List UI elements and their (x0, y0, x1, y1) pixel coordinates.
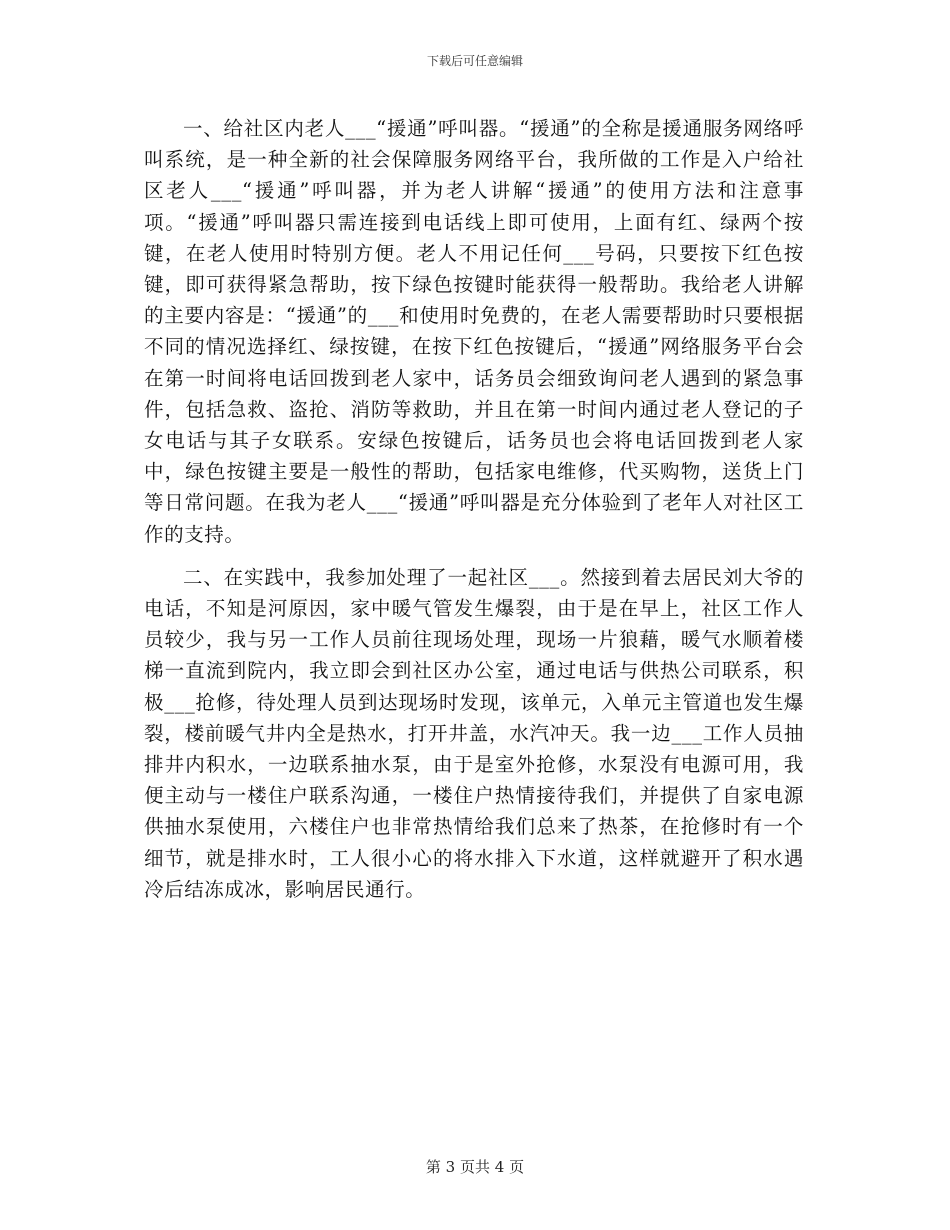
paragraph-2: 二、在实践中，我参加处理了一起社区___。然接到着去居民刘大爷的电话，不知是河原因，家中暖气管发生爆裂，由于是在早上，社区工作人员较少，我与另一工作人员前往现场处理，现场一片狼藉，暖气水顺着楼梯一直流到院内，我立即会到社区办公室，通过电话与供热公司联系，积极___抢修，待处理人员到达现场时发现，该单元，入单元主管道也发生爆裂，楼前暖气井内全是热水，打开井盖，水汽冲天。我一边___工作人员抽排井内积水，一边联系抽水泵，由于是室外抢修，水泵没有电源可用，我便主动与一楼住户联系沟通，一楼住户热情接待我们，并提供了自家电源供抽水泵使用，六楼住户也非常热情给我们总来了热茶，在抢修时有一个细节，就是排水时，工人很小心的将水排入下水道，这样就避开了积水遇冷后结冻成冰，影响居民通行。 (144, 565, 804, 901)
page-number: 第 3 页共 4 页 (425, 1158, 525, 1176)
document-body (144, 113, 804, 905)
page-header: 下载后可任意编辑 (426, 54, 523, 68)
paragraph-1: 一、给社区内老人___“援通”呼叫器。“援通”的全称是援通服务网络呼叫系统，是一种全新的社会保障服务网络平台，我所做的工作是入户给社区老人___“援通”呼叫器，并为老人讲解“援通”的使用方法和注意事项。“援通”呼叫器只需连接到电话线上即可使用，上面有红、绿两个按键，在老人使用时特别方便。老人不用记任何___号码，只要按下红色按键，即可获得紧急帮助，按下绿色按键时能获得一般帮助。我给老人讲解的主要内容是：“援通”的___和使用时免费的，在老人需要帮助时只要根据不同的情况选择红、绿按键，在按下红色按键后，“援通”网络服务平台会在第一时间将电话回拨到老人家中，话务员会细致询问老人遇到的紧急事件，包括急救、盗抢、消防等救助，并且在第一时间内通过老人登记的子女电话与其子女联系。安绿色按键后，话务员也会将电话回拨到老人家中，绿色按键主要是一般性的帮助，包括家电维修，代买购物，送货上门等日常问题。在我为老人___“援通”呼叫器是充分体验到了老年人对社区工作的支持。 (144, 117, 804, 546)
